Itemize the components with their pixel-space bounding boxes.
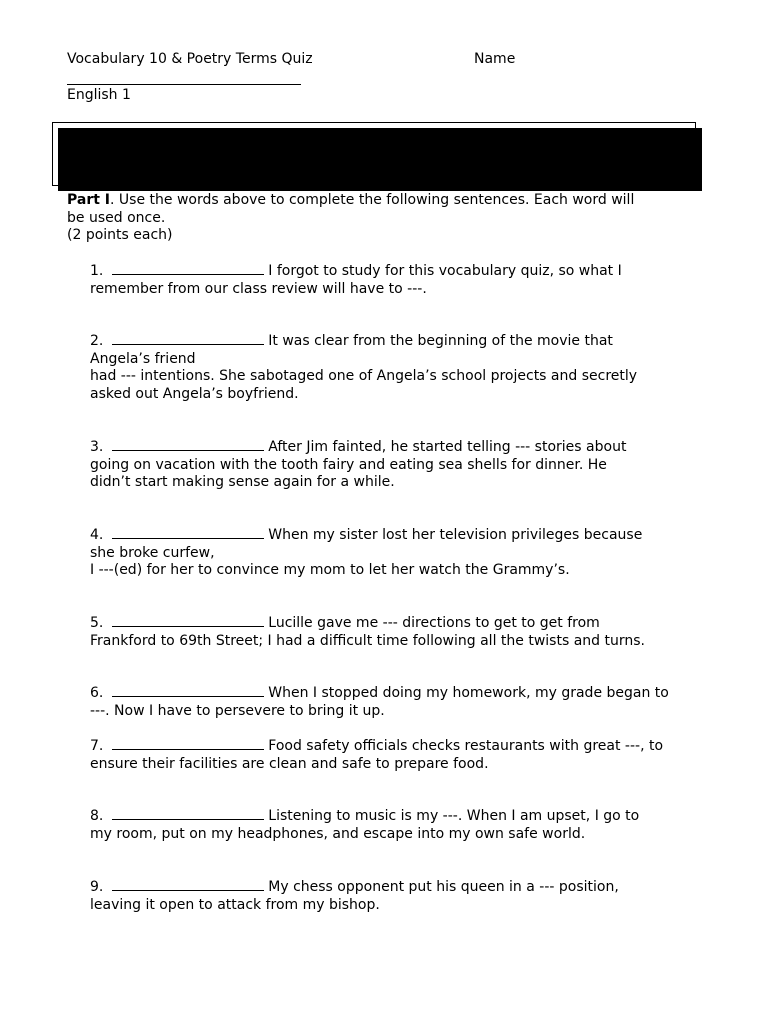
question-number: 8. (90, 808, 104, 824)
question-text: ---. Now I have to persevere to bring it up. (90, 702, 385, 719)
answer-blank[interactable] (112, 684, 264, 697)
question-text: my room, put on my headphones, and escape into my own safe world. (90, 825, 586, 842)
answer-blank[interactable] (112, 332, 264, 345)
part-label: Part I (67, 192, 111, 208)
answer-blank[interactable] (112, 526, 264, 539)
question-1 (90, 262, 710, 298)
question-text: remember from our class review will have to ---. (90, 280, 427, 297)
question-number: 7. (90, 738, 104, 754)
question-text: Lucille gave me --- directions to get to get from (268, 615, 600, 631)
question-number: 2. (90, 333, 104, 349)
question-text: My chess opponent put his queen in a --- position, (268, 879, 619, 895)
answer-blank[interactable] (112, 878, 264, 891)
question-6 (90, 684, 710, 720)
question-number: 1. (90, 263, 104, 279)
question-text: she broke curfew, (90, 544, 215, 561)
question-text: It was clear from the beginning of the movie that (268, 333, 613, 349)
question-5 (90, 614, 710, 650)
question-text: When my sister lost her television privileges because (268, 527, 643, 543)
instructions-line-1: . Use the words above to complete the following sentences. Each word will (110, 192, 635, 208)
question-text: had --- intentions. She sabotaged one of Angela’s school projects and secretly (90, 368, 638, 385)
answer-blank[interactable] (112, 614, 264, 627)
instructions-line-2: be used once. (67, 209, 166, 226)
question-text: Angela’s friend (90, 350, 196, 367)
name-label: Name (474, 51, 516, 67)
question-3 (90, 438, 710, 492)
question-number: 6. (90, 685, 104, 701)
quiz-title: Vocabulary 10 & Poetry Terms Quiz (67, 51, 313, 67)
question-text: going on vacation with the tooth fairy and eating sea shells for dinner. He (90, 456, 607, 473)
instructions-line-3: (2 points each) (67, 227, 173, 244)
answer-blank[interactable] (112, 262, 264, 275)
question-text: Listening to music is my ---. When I am upset, I go to (268, 808, 640, 824)
question-text: I forgot to study for this vocabulary quiz, so what I (268, 263, 622, 279)
answer-blank[interactable] (112, 438, 264, 451)
question-4 (90, 526, 710, 580)
question-number: 3. (90, 439, 104, 455)
question-9 (90, 878, 710, 914)
question-text: Frankford to 69th Street; I had a difficult time following all the twists and turns. (90, 632, 645, 649)
answer-blank[interactable] (112, 807, 264, 820)
class-label: English 1 (67, 87, 131, 103)
question-text: asked out Angela’s boyfriend. (90, 385, 299, 402)
question-text: ensure their facilities are clean and safe to prepare food. (90, 755, 489, 772)
question-text: Food safety officials checks restaurants with great ---, to (268, 738, 664, 754)
question-text: didn’t start making sense again for a while. (90, 474, 395, 491)
question-2 (90, 332, 710, 403)
question-text: I ---(ed) for her to convince my mom to let her watch the Grammy’s. (90, 562, 570, 579)
question-number: 5. (90, 615, 104, 631)
question-7 (90, 737, 710, 773)
question-8 (90, 807, 710, 843)
question-number: 4. (90, 527, 104, 543)
question-text: leaving it open to attack from my bishop. (90, 896, 380, 913)
redacted-word-bank (58, 128, 702, 191)
question-text: When I stopped doing my homework, my grade began to (268, 685, 669, 701)
instructions (67, 192, 707, 245)
name-blank-line (67, 84, 301, 85)
answer-blank[interactable] (112, 737, 264, 750)
question-text: After Jim fainted, he started telling --- stories about (268, 439, 627, 455)
question-number: 9. (90, 879, 104, 895)
